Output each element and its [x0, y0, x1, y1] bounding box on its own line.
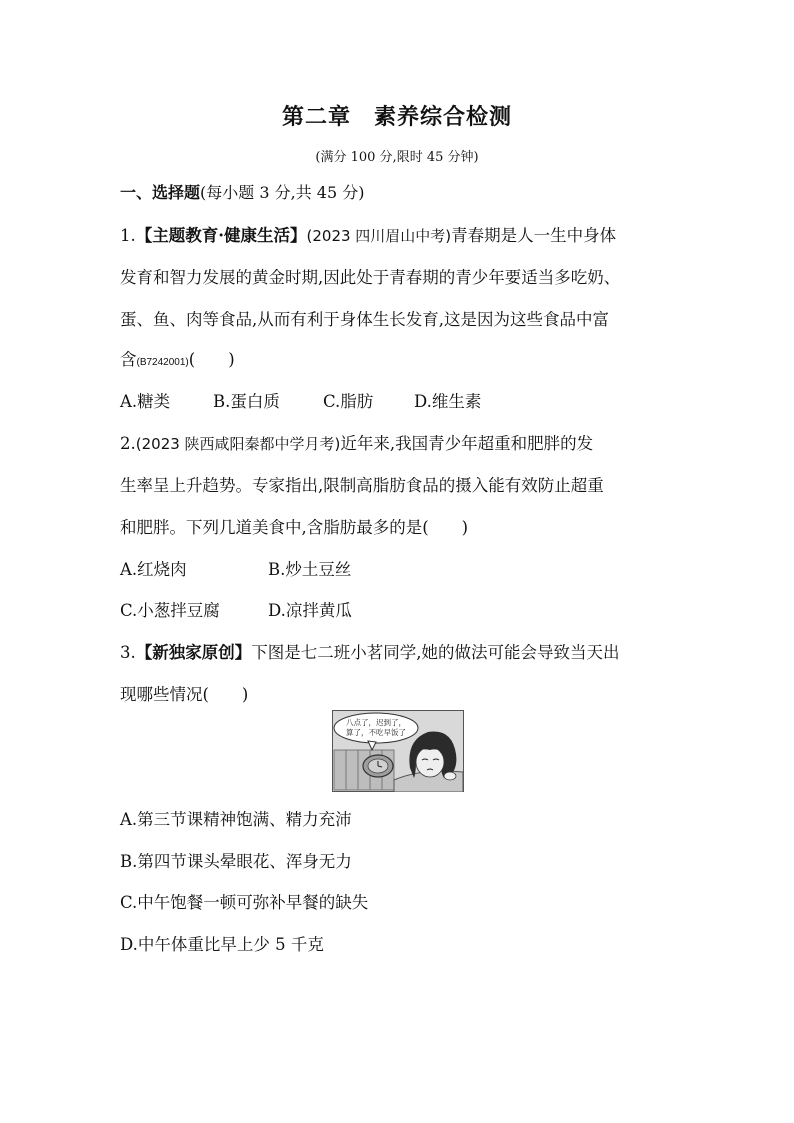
q3-option-d: D.中午体重比早上少 5 千克	[120, 935, 324, 954]
q2-option-b: B.炒土豆丝	[268, 560, 352, 579]
q3-illustration	[332, 710, 464, 792]
q1-code: (B7242001)	[136, 357, 189, 368]
q3-tag: 【新独家原创】	[135, 643, 252, 662]
bubble-text-2: 算了，不吃早饭了	[346, 728, 406, 737]
q2-line-2: 生率呈上升趋势。专家指出,限制高脂肪食品的摄入能有效防止超重	[120, 476, 604, 495]
q3-line-2: 现哪些情况( )	[120, 685, 249, 704]
q3-option-c: C.中午饱餐一顿可弥补早餐的缺失	[120, 893, 369, 912]
q2-option-c: C.小葱拌豆腐	[120, 601, 220, 620]
q2-options-row-1	[120, 556, 351, 580]
q3-line-1	[120, 639, 620, 663]
q3-option-a: A.第三节课精神饱满、精力充沛	[120, 810, 352, 829]
q2-number: 2.	[120, 434, 136, 453]
page-title: 第二章 素养综合检测	[281, 104, 512, 130]
q3-number: 3.	[120, 643, 136, 662]
q1-tag: 【主题教育·健康生活】	[135, 226, 307, 245]
q1-line-3: 蛋、鱼、肉等食品,从而有利于身体生长发育,这是因为这些食品中富	[120, 310, 609, 329]
q3-text-1: 下图是七二班小茗同学,她的做法可能会导致当天出	[251, 643, 620, 662]
q1-option-c: C.脂肪	[323, 392, 374, 411]
q2-line-1	[120, 430, 593, 454]
q1-source: (2023 四川眉山中考)	[306, 227, 452, 245]
section-heading	[120, 180, 364, 203]
q2-source: (2023 陕西咸阳秦都中学月考)	[135, 435, 341, 453]
q2-line-3: 和肥胖。下列几道美食中,含脂肪最多的是( )	[120, 518, 469, 537]
page-subtitle: (满分 100 分,限时 45 分钟)	[315, 150, 479, 165]
section-note: (每小题 3 分,共 45 分)	[200, 183, 365, 202]
q1-option-d: D.维生素	[414, 392, 482, 411]
q2-option-d: D.凉拌黄瓜	[268, 601, 352, 620]
q1-line-4	[120, 346, 235, 370]
q1-text-1: 青春期是人一生中身体	[451, 226, 617, 245]
q2-options-row-2	[120, 597, 352, 621]
bubble-text-1: 八点了，迟到了，	[346, 718, 406, 727]
q1-line-2: 发育和智力发展的黄金时期,因此处于青春期的青少年要适当多吃奶、	[120, 268, 621, 287]
q3-option-b: B.第四节课头晕眼花、浑身无力	[120, 852, 352, 871]
q2-option-a: A.红烧肉	[120, 560, 187, 579]
alarm-clock-icon	[363, 755, 393, 777]
q1-option-b: B.蛋白质	[213, 392, 280, 411]
q1-blank: ( )	[188, 350, 235, 369]
q2-text-1: 近年来,我国青少年超重和肥胖的发	[340, 434, 594, 453]
section-title: 一、选择题	[120, 183, 201, 202]
q1-text-4: 含	[120, 350, 137, 369]
q1-option-a: A.糖类	[120, 392, 171, 411]
q1-options	[120, 388, 481, 412]
q1-number: 1.	[120, 226, 136, 245]
q1-line-1	[120, 222, 616, 246]
